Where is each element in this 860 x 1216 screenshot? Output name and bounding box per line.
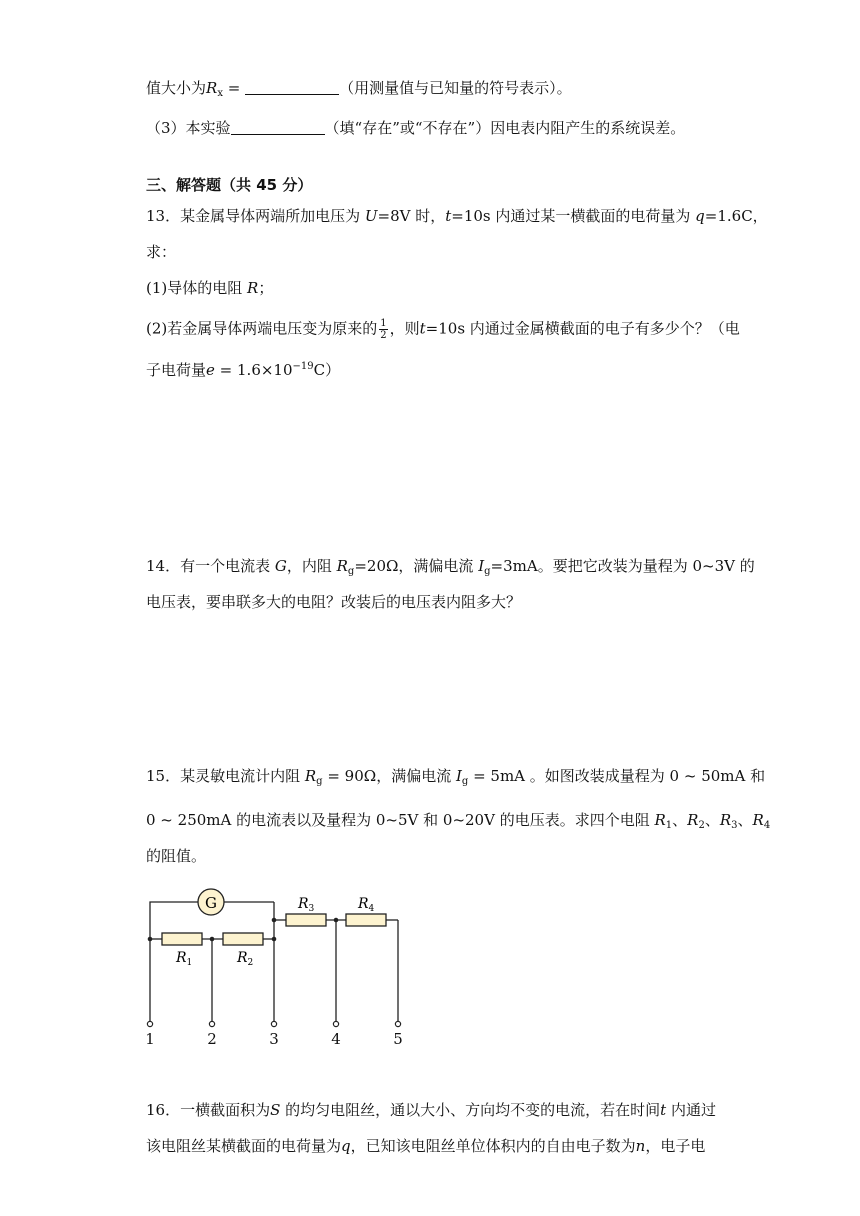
var: e	[206, 361, 215, 379]
var: R	[687, 811, 699, 829]
q13-line1	[146, 206, 768, 226]
text: =10s 内通过某一横截面的电荷量为	[451, 207, 696, 225]
text: (1)导体的电阻	[146, 279, 248, 297]
var: R	[336, 557, 348, 575]
q12-answer-line	[146, 78, 572, 104]
text: C）	[313, 361, 341, 379]
var: I	[455, 767, 462, 785]
text: = 1.6×10	[214, 361, 293, 379]
text: 子电荷量	[146, 361, 207, 379]
text: （填“存在”或“不存在”）因电表内阻产生的系统误差。	[324, 119, 686, 137]
q13-line5	[146, 357, 340, 380]
q16-line2	[146, 1136, 705, 1156]
q13-line3	[146, 278, 273, 298]
terminal-label-1: 1	[145, 1030, 155, 1048]
var: I	[478, 557, 485, 575]
var: R	[654, 811, 666, 829]
text: =1.6C，	[704, 207, 768, 225]
text: ；	[258, 279, 274, 297]
junction-dot	[210, 937, 215, 942]
sub: 3	[731, 820, 738, 831]
text: =8V 时，	[377, 207, 446, 225]
text: ，则	[389, 319, 420, 338]
terminal-label-4: 4	[331, 1030, 341, 1048]
q15-line2	[146, 810, 770, 836]
var: t	[660, 1101, 667, 1119]
sub: 2	[698, 820, 705, 831]
var-r: R	[206, 79, 218, 97]
junction-dot	[272, 918, 277, 923]
text: =20Ω，满偏电流	[354, 557, 479, 575]
terminal-label-2: 2	[207, 1030, 217, 1048]
text: = 90Ω，满偏电流	[322, 767, 456, 785]
text: 15．某灵敏电流计内阻	[146, 767, 305, 785]
terminal-4	[333, 1021, 338, 1026]
sub: 4	[763, 820, 771, 831]
var: t	[445, 207, 452, 225]
var: n	[635, 1137, 646, 1155]
q13-line4	[146, 318, 740, 341]
galvanometer-label: G	[205, 894, 217, 912]
q14-line2: 电压表，要串联多大的电阻？改装后的电压表内阻多大？	[146, 593, 522, 611]
terminal-1	[147, 1021, 152, 1026]
label-r1: $R_1$	[176, 950, 193, 968]
var: S	[270, 1101, 281, 1119]
text: 13．某金属导体两端所加电压为	[146, 207, 365, 225]
text: 值大小为	[146, 79, 207, 97]
q15-line3: 的阻值。	[146, 847, 207, 865]
text: (2)若金属导体两端电压变为原来的	[146, 319, 378, 338]
terminal-2	[209, 1021, 214, 1026]
var: t	[419, 319, 426, 338]
var: R	[719, 811, 732, 829]
sub: g	[461, 776, 469, 787]
label-r4: $R_4$	[358, 896, 375, 914]
text: 0 ~ 250mA 的电流表以及量程为 0~5V 和 0~20V 的电压表。求四个电阻	[146, 811, 655, 829]
fraction	[379, 318, 387, 341]
terminal-label-5: 5	[393, 1030, 403, 1048]
exponent: −19	[292, 361, 314, 372]
text: ，内阻	[286, 557, 337, 575]
junction-dot	[148, 937, 153, 942]
text: 14．有一个电流表	[146, 557, 275, 575]
terminal-label-3: 3	[269, 1030, 279, 1048]
sub: x	[217, 88, 223, 99]
var: G	[274, 557, 287, 575]
terminal-3	[271, 1021, 276, 1026]
terminal-labels	[145, 1030, 403, 1048]
sub: g	[316, 776, 323, 787]
q15-line1	[146, 766, 765, 792]
terminal-5	[395, 1021, 400, 1026]
resistor-r1	[162, 933, 202, 945]
sub: g	[484, 566, 491, 577]
junction-dot	[272, 937, 277, 942]
var: R	[247, 279, 259, 297]
label-r2: $R_2$	[237, 950, 254, 968]
sub: 1	[665, 820, 673, 831]
junction-dot	[334, 918, 339, 923]
var: R	[304, 767, 317, 785]
q13-line2: 求：	[146, 243, 177, 261]
text: 的均匀电阻丝，通以大小、方向均不变的电流，若在时间	[280, 1101, 661, 1119]
var: R	[752, 811, 764, 829]
text: 、	[704, 811, 720, 829]
q16-line1	[146, 1100, 716, 1120]
text: 、	[672, 811, 688, 829]
sub: g	[347, 566, 355, 577]
q12-part3	[146, 118, 685, 138]
resistor-r2	[223, 933, 263, 945]
text: 该电阻丝某横截面的电荷量为	[146, 1137, 342, 1155]
text: =10s 内通过金属横截面的电子有多少个？（电	[425, 319, 740, 338]
terminals	[147, 1021, 400, 1026]
answer-blank[interactable]	[231, 120, 325, 135]
text: （3）本实验	[146, 119, 231, 137]
text: =3mA。要把它改装为量程为 0~3V 的	[490, 557, 755, 575]
text: ，电子电	[645, 1137, 706, 1155]
answer-blank[interactable]	[245, 80, 339, 95]
section-heading: 三、解答题（共 45 分）	[146, 176, 313, 194]
resistor-r3	[286, 914, 326, 926]
q14-line1	[146, 556, 755, 582]
resistor-r4	[346, 914, 386, 926]
text: 内通过	[666, 1101, 716, 1119]
var: q	[695, 207, 705, 225]
text: 、	[737, 811, 753, 829]
var: U	[364, 207, 378, 225]
denominator: 2	[380, 330, 387, 341]
var: q	[341, 1137, 351, 1155]
label-r3: $R_3$	[298, 896, 315, 914]
circuit-diagram	[140, 882, 410, 1052]
text: 16．一横截面积为	[146, 1101, 271, 1119]
text: = 5mA 。如图改装成量程为 0 ~ 50mA 和	[468, 767, 766, 785]
text: （用测量值与已知量的符号表示）。	[339, 79, 572, 97]
numerator: 1	[380, 318, 387, 329]
text: ，已知该电阻丝单位体积内的自由电子数为	[350, 1137, 636, 1155]
text: =	[222, 79, 246, 97]
